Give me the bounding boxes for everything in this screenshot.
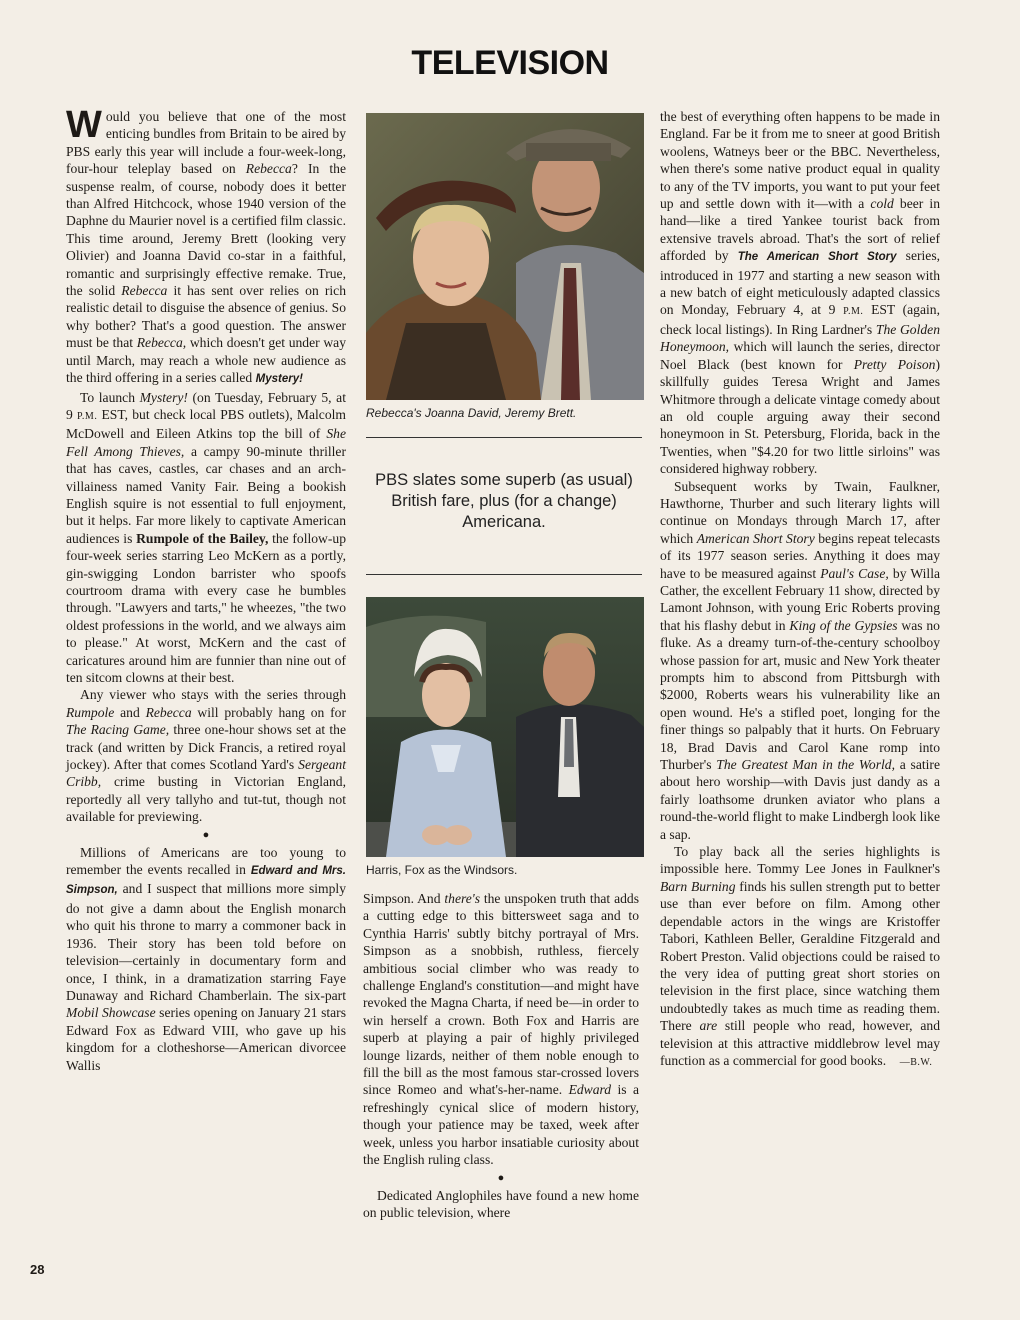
paragraph: Dedicated Anglophiles have found a new home on public television, where bbox=[363, 1187, 639, 1220]
caption-text: Rebecca's Joanna David, Jeremy Brett. bbox=[366, 406, 577, 420]
article-column-1 bbox=[66, 104, 347, 1074]
paragraph: Subsequent works by Twain, Faulkner, Hawthorne, Thurber and such literary lights will continue on Mondays through March 17, after which American Short Story begins repeat telecasts of its 1977 season series. Anything it does may have to be measured against Paul's Case, by Willa Cather, the excellent February 11 show, directed by Lamont Johnson, with young Eric Roberts proving that his flashy debut in King of the Gypsies was no fluke. As a dreamy turn-of-the-century schoolboy whose passion for art, music and New York theater prompts him to abscond from Pittsburgh with $2000, Roberts wears his vulnerability like an open wound. He's a stifled poet, longing for the finer things so palpably that it hurts. On February 18, Brad Davis and Carol Kane romp into Thurber's The Greatest Man in the World, a satire about hero worship—with Davis just dandy as a fairly loathsome drunken aviator who plans a round-the-world flight to make Lindbergh look like a sap. bbox=[660, 478, 940, 842]
paragraph: To play back all the series highlights is impossible here. Tommy Lee Jones in Faulkner's Barn Burning finds his sullen strength put to better use than ever before on film. Among other dependable actors in the wings are Kristoffer Tabori, Kathleen Beller, Geraldine Fitzgerald and Robert Preston. Valid objections could be raised to the very idea of putting great short stories on television in the first place, since watching them undoubtedly takes as much time as reading them. There are still people who read, however, and television at this attractive middlebrow level may function as a commercial for good books. —B.W. bbox=[660, 844, 941, 1068]
divider bbox=[366, 437, 642, 438]
bullet-separator: ● bbox=[202, 828, 210, 841]
page-number: 28 bbox=[30, 1262, 45, 1277]
bullet-separator: ● bbox=[497, 1171, 505, 1184]
section-title: TELEVISION bbox=[411, 44, 609, 82]
paragraph: Any viewer who stays with the series through Rumpole and Rebecca will probably hang on for The Racing Game, three one-hour shows set at the track (and written by Dick Francis, a retired royal jockey). After that comes Scotland Yard's Sergeant Cribb, crime busting in Victorian England, reportedly all very tallyho and tut-tut, though not available for previewing. bbox=[66, 687, 347, 825]
paragraph: Would you believe that one of the most enticing bundles from Britain to be aired by PBS early this year will include a four-week-long, four-hour teleplay based on Rebecca? In the suspense realm, of course, nobody does it better than Alfred Hitchcock, whose 1940 version of the Daphne du Maurier novel is a certified film classic. This time around, Jeremy Brett (looking very Olivier) and Joanna David co-star in a faithful, romantic and surprisingly effective remake. True, the solid Rebecca it has sent over relies on rich realistic detail to disguise the absence of genius. So why bother? That's a good question. The answer must be that Rebecca, which doesn't get under way until March, may reach a whole new audience as the third offering in a series called Mystery! bbox=[66, 104, 347, 386]
paragraph: the best of everything often happens to be made in England. Far be it from me to sneer at good British woolens, Watneys beer or the BBC. Nevertheless, when there's some native product equal in quality to any of the TV imports, you want to put your feet up and settle down with it—with a cold beer in hand—like a tired Yankee tourist back from extensive travels abroad. That's the sort of relief afforded by The American Short Story series, introduced in 1977 and starting a new season with a new batch of eight meticulously adapted classics on Monday, February 4, at 9 P.M. EST (again, check local listings). In Ring Lardner's The Golden Honeymoon, which will launch the series, director Noel Black (best known for Pretty Poison) skillfully guides Teresa Wright and James Whitmore through a delicate vintage comedy about an old couple arguing away their second honeymoon in St. Petersburg, Florida, back in the Twenties, when "$4.20 for two little sirloins" was considered highway robbery. bbox=[660, 109, 941, 477]
article-column-3 bbox=[660, 108, 940, 1071]
photo-caption: Harris, Fox as the Windsors. bbox=[366, 863, 518, 877]
byline: —B.W. bbox=[899, 1056, 933, 1068]
paragraph: Millions of Americans are too young to remember the events recalled in Edward and Mrs. Simpson, and I suspect that millions more simply do not give a damn about the English monarch who quit his throne to marry a commoner back in 1936. Their story has been told before on television—certainly in documentary form and once, I think, in a dramatization starring Faye Dunaway and Richard Chamberlain. The six-part Mobil Showcase series opening on January 21 stars Edward Fox as Edward VIII, who gave up his kingdom for a clotheshorse—American divorcee Wallis bbox=[66, 844, 346, 1073]
article-column-2 bbox=[363, 890, 639, 1221]
paragraph: Simpson. And there's the unspoken truth that adds a cutting edge to this bittersweet saga and to Cynthia Harris' subtly bitchy portrayal of Mrs. Simpson as a snobbish, ruthless, fiercely ambitious social climber who was ready to challenge England's constitution—and might have revoked the Magna Charta, if need be—in order to win herself a crown. Both Fox and Harris are superb at playing a pair of highly privileged lounge lizards, neither of them noble enough to fill the bill as the most famous star-crossed lovers since Romeo and what's-her-name. Edward is a refreshingly cynical slice of modern history, though your patience may be taxed, week after week, unless you harbor insatiable curiosity about the English ruling class. bbox=[363, 891, 640, 1168]
photo-rebecca bbox=[366, 113, 644, 400]
paragraph: To launch Mystery! (on Tuesday, February 5, at 9 P.M. EST, but check local PBS outlets), Malcolm McDowell and Eileen Atkins top the bill of She Fell Among Thieves, a campy 90-minute thriller that has caves, castles, car chases and an arch-villainess named Vanity Fair. Being a bookish English squire is not essential to full enjoyment, but it helps. Far more likely to captivate American audiences is Rumpole of the Bailey, the follow-up four-week series starring Leo McKern as a portly, gin-swigging London barrister who spoofs courtroom drama with every case he bumbles through. "Lawyers and tarts," he wheezes, "the two oldest professions in the world, and we always aim to please." At worst, McKern and the cast of caricatures around him are funnier than nine out of ten sitcom clowns at their best. bbox=[66, 389, 346, 685]
drop-cap: W bbox=[66, 104, 102, 146]
photo-windsors bbox=[366, 597, 644, 857]
divider bbox=[366, 574, 642, 575]
pull-quote: PBS slates some superb (as usual) British fare, plus (for a change) Americana. bbox=[375, 471, 633, 531]
photo-caption bbox=[366, 406, 576, 420]
